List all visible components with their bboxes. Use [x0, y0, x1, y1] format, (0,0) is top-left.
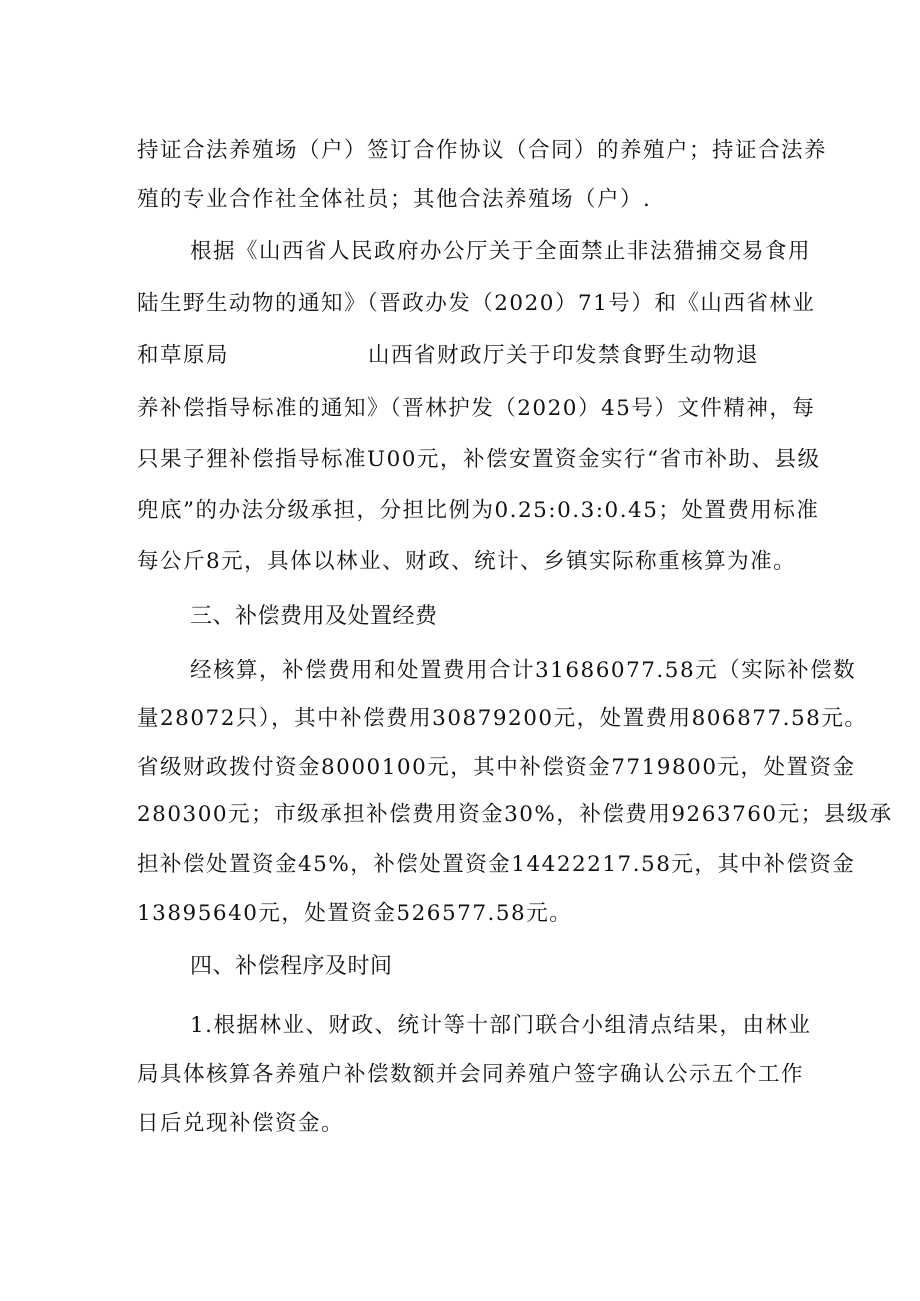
para3-line2: 量28072只），其中补偿费用30879200元，处置费用806877.58元。 — [137, 706, 868, 731]
para2-line3b: 山西省财政厅关于印发禁食野生动物退 — [368, 343, 760, 368]
para2-line1: 根据《山西省人民政府办公厅关于全面禁止非法猎捕交易食用 — [190, 239, 812, 264]
para2-line4: 养补偿指导标准的通知》（晋林护发（2020）45号）文件精神，每 — [137, 396, 816, 421]
section-heading-4: 四、补偿程序及时间 — [190, 954, 393, 979]
para3-line3: 省级财政拨付资金8000100元，其中补偿资金7719800元，处置资金 — [137, 755, 856, 780]
para4-line1: 1.根据林业、财政、统计等十部门联合小组清点结果，由林业 — [190, 1013, 812, 1038]
para3-line4: 280300元；市级承担补偿费用资金30%，补偿费用9263760元；县级承 — [137, 802, 893, 827]
para2-line3a: 和草原局 — [137, 343, 230, 368]
para2-line7: 每公斤8元，具体以林业、财政、统计、乡镇实际称重核算为准。 — [137, 549, 797, 574]
para1-line1: 持证合法养殖场（户）签订合作协议（合同）的养殖户；持证合法养 — [137, 138, 828, 163]
section-heading-3: 三、补偿费用及处置经费 — [190, 604, 438, 629]
para2-line5: 只果子狸补偿指导标准U00元，补偿安置资金实行“省市补助、县级 — [137, 447, 821, 472]
para1-line2: 殖的专业合作社全体社员；其他合法养殖场（户）. — [137, 187, 652, 212]
para3-line5: 担补偿处置资金45%，补偿处置资金14422217.58元，其中补偿资金 — [137, 852, 856, 877]
para2-line6: 兜底”的办法分级承担，分担比例为0.25:0.3:0.45；处置费用标准 — [137, 498, 820, 523]
para3-line1: 经核算，补偿费用和处置费用合计31686077.58元（实际补偿数 — [190, 658, 857, 683]
para4-line3: 日后兑现补偿资金。 — [137, 1111, 345, 1136]
para2-line2: 陆生野生动物的通知》（晋政办发（2020）71号）和《山西省林业 — [137, 291, 816, 316]
para4-line2: 局具体核算各养殖户补偿数额并会同养殖户签字确认公示五个工作 — [137, 1062, 805, 1087]
para3-line6: 13895640元，处置资金526577.58元。 — [137, 901, 573, 926]
